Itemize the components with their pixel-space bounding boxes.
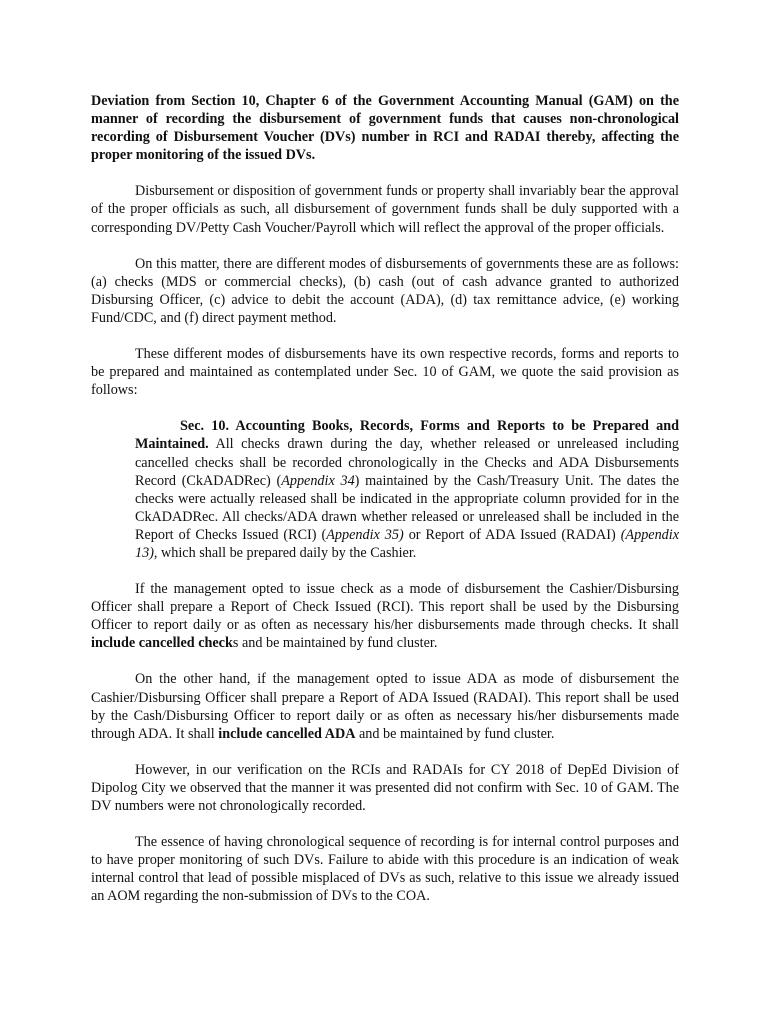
quote-text-3: or Report of ADA Issued (RADAI) — [403, 526, 621, 543]
paragraph-disbursement-approval: Disbursement or disposition of government funds or property shall invariably bear the approval of the proper officials as such, all disbursement of government funds shall be duly supported with a corresponding DV/Petty Cash Voucher/Payroll which will reflect the approval of the proper officials. — [91, 183, 679, 236]
radai-text-1: On the other hand, if the management opted to issue ADA as mode of disbursement the Cashier/Disbursing Officer shall prepare a Report of ADA Issued (RADAI). This report shall be used by the Cash/Disbursing Officer to report daily or as often as necessary his/her disbursements made through ADA. It shall — [91, 671, 679, 742]
paragraph-internal-control: The essence of having chronological sequence of recording is for internal control purposes and to have proper monitoring of such DVs. Failure to abide with this procedure is an indication of weak internal control that lead of possible misplaced of DVs as such, relative to this issue we already issued an AOM regarding the non-submission of DVs to the COA. — [91, 834, 679, 905]
paragraph-radai — [91, 670, 679, 742]
paragraph-disbursement-modes: On this matter, there are different modes of disbursements of governments these are as follows: (a) checks (MDS or commercial checks), (b) cash (out of cash advance granted to authorized Disbursing Officer, (c) advice to debit the account (ADA), (d) tax remittance advice, (e) working Fund/CDC, and (f) direct payment method. — [91, 255, 679, 326]
rci-text-1: If the management opted to issue check as a mode of disbursement the Cashier/Disbursing Officer shall prepare a Report of Check Issued (RCI). This report shall be used by the Disbursing Officer to report daily or as often as necessary his/her disbursements made through checks. It shall — [91, 581, 679, 634]
quote-appendix-34: Appendix 34 — [281, 472, 355, 489]
paragraph-verification: However, in our verification on the RCIs and RADAIs for CY 2018 of DepEd Division of Dipolog City we observed that the manner it was presented did not confirm with Sec. 10 of GAM. The DV numbers were not chronologically recorded. — [91, 761, 679, 814]
radai-bold-cancelled-ada: include cancelled ADA — [218, 725, 356, 742]
quote-appendix-35: Appendix 35) — [326, 526, 404, 543]
document-heading: Deviation from Section 10, Chapter 6 of the Government Accounting Manual (GAM) on the manner of recording the disbursement of government funds that causes non-chronological recording of Disbursement Voucher (DVs) number in RCI and RADAI thereby, affecting the proper monitoring of the issued DVs. — [91, 93, 679, 164]
rci-bold-cancelled-checks: include cancelled check — [91, 635, 233, 652]
rci-text-2: s and be maintained by fund cluster. — [232, 635, 438, 652]
quote-text-4: , which shall be prepared daily by the Cashier. — [153, 544, 417, 561]
paragraph-records-forms: These different modes of disbursements have its own respective records, forms and reports to be prepared and maintained as contemplated under Sec. 10 of GAM, we quote the said provision as follows: — [91, 346, 679, 399]
document-page — [91, 92, 679, 905]
paragraph-rci — [91, 580, 679, 652]
quoted-provision-sec10 — [135, 417, 679, 562]
quote-text-2: ) maintained by the Cash/Treasury Unit. The dates the checks were actually released shall be indicated in the appropriate column provided for in the CkADADRec. All checks/ADA drawn whether released or unreleased shall be included in the Report of Checks Issued (RCI) ( — [135, 472, 679, 543]
quote-appendix-13: (Appendix 13) — [135, 526, 680, 561]
quote-title: Sec. 10. Accounting Books, Records, Forms and Reports to be Prepared and Maintained. — [135, 418, 679, 453]
quote-text-1: All checks drawn during the day, whether released or unreleased including cancelled checks shall be recorded chronologically in the Checks and ADA Disbursements Record (CkADADRec) ( — [135, 436, 679, 489]
radai-text-2: and be maintained by fund cluster. — [355, 725, 555, 742]
